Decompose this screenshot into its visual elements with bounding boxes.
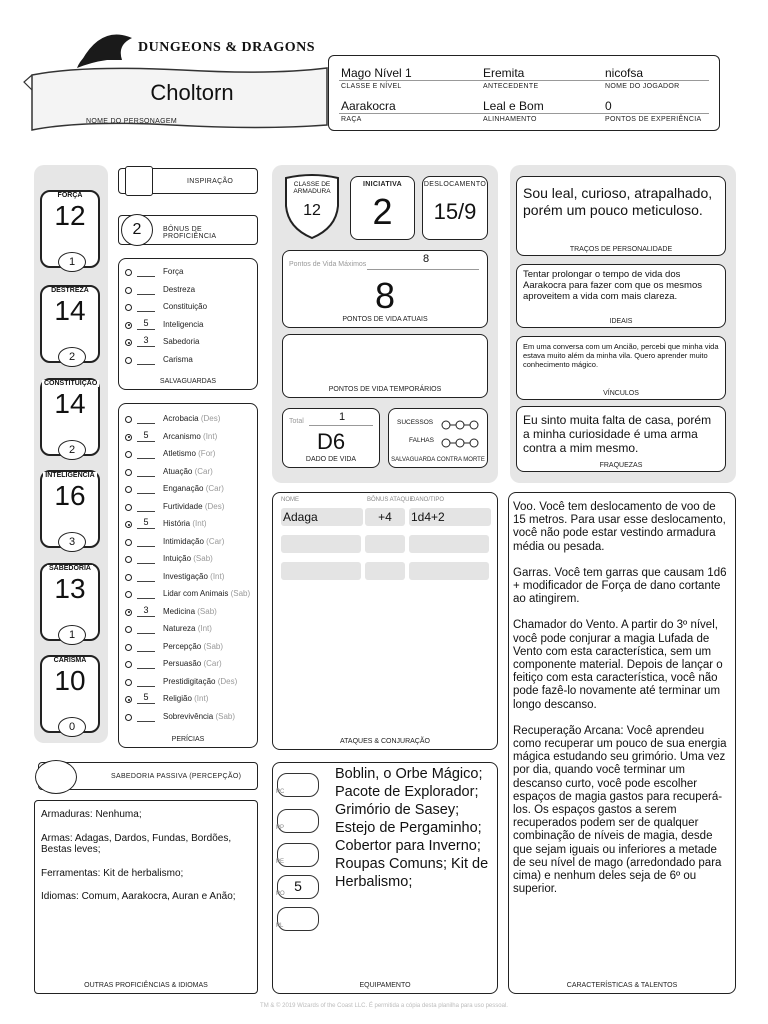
skill-row[interactable]: [119, 412, 257, 430]
saving-throw-name: Destreza: [163, 284, 196, 294]
passive-perception-box: [38, 762, 258, 790]
attack-name-cell[interactable]: Adaga: [281, 508, 363, 526]
skill-name: Arcanismo: [163, 431, 201, 441]
ability-score[interactable]: 13: [54, 573, 86, 604]
skill-label: [163, 694, 208, 703]
feature-paragraph: Chamador do Vento. A partir do 3º nível, você pode conjurar a magia Lufada de Vento com esta característica, sem um componente material. Depois de lançar o feitiço com esta característica, você não pode fazê-lo novamente até terminar um longo descanso.: [513, 619, 723, 711]
skill-attribute: (Car): [203, 659, 222, 668]
skill-row[interactable]: [119, 640, 257, 658]
death-saves-label: SALVAGUARDA CONTRA MORTE: [391, 457, 485, 463]
alignment-label: ALINHAMENTO: [483, 116, 537, 123]
flaws-text[interactable]: Eu sinto muita falta de casa, porém a minha curiosidade é uma arma contra a mim mesmo.: [523, 413, 712, 455]
skill-label: [163, 449, 215, 458]
skill-name: Natureza: [163, 624, 196, 633]
skill-value[interactable]: [137, 552, 155, 564]
skill-name: Prestidigitação: [163, 676, 216, 686]
copyright-footer: TM & © 2019 Wizards of the Coast LLC. É permitida a cópia desta planilha para uso pessoal.: [260, 1003, 508, 1009]
proficiency-radio[interactable]: [125, 574, 132, 581]
ability-score[interactable]: 16: [54, 480, 86, 511]
saving-throw-row[interactable]: [119, 300, 257, 318]
skill-value[interactable]: [137, 587, 155, 599]
skill-value[interactable]: 5: [137, 692, 155, 704]
coin-value: 5: [294, 878, 302, 894]
hp-current-value[interactable]: 8: [374, 275, 396, 316]
coin-label: PL: [276, 923, 284, 929]
ability-name: CONSTITUIÇÃO: [44, 380, 98, 387]
saving-throw-name: Constituição: [163, 302, 208, 311]
proficiency-radio[interactable]: [125, 644, 132, 651]
ability-score[interactable]: 14: [54, 388, 86, 419]
initiative-box: [350, 176, 415, 240]
ability-name: FORÇA: [57, 192, 83, 199]
proficiency-radio[interactable]: [125, 679, 132, 686]
skill-row[interactable]: [119, 552, 257, 570]
coin-label: PC: [276, 789, 285, 795]
hit-dice-total-label: Total: [289, 418, 304, 425]
skills-title: PERÍCIAS: [171, 736, 205, 743]
equipment-box: [272, 762, 498, 994]
skill-row[interactable]: [119, 587, 257, 605]
ability-name: CARISMA: [53, 657, 87, 664]
armor-class-label: CLASSE DE ARMADURA: [293, 181, 331, 195]
features-text[interactable]: [513, 501, 731, 896]
skill-value[interactable]: [137, 640, 155, 652]
ability-charisma: [40, 655, 100, 733]
attack-col-bonus: BÔNUS ATAQUE: [367, 497, 414, 503]
inspiration-label: INSPIRAÇÃO: [187, 178, 234, 185]
skill-name: Intimidação: [163, 536, 204, 546]
ability-score[interactable]: 10: [54, 665, 86, 696]
proficiency-radio[interactable]: [125, 714, 132, 721]
ability-name: INTELIGÊNCIA: [45, 472, 95, 479]
feature-paragraph: Voo. Você tem deslocamento de voo de 15 metros. Para usar esse deslocamento, você não pode estar vestindo armadura média ou pesada.: [513, 501, 726, 553]
saving-throw-label: [163, 302, 207, 311]
ability-wisdom: [40, 563, 100, 641]
skill-value[interactable]: [137, 710, 155, 722]
skill-label: [163, 572, 224, 581]
skill-label: [163, 519, 207, 528]
ability-modifier[interactable]: 2: [58, 347, 86, 367]
skill-label: [163, 607, 217, 616]
ability-score[interactable]: 12: [54, 200, 86, 231]
skill-name: Sobrevivência: [163, 711, 214, 721]
death-success-circles[interactable]: [441, 417, 481, 435]
skill-attribute: (Sab): [203, 641, 224, 651]
feature-paragraph: Garras. Você tem garras que causam 1d6 + modificador de Força de dano cortante ao atingirem.: [513, 566, 727, 606]
skill-row[interactable]: [119, 500, 257, 518]
proficiency-radio[interactable]: [125, 304, 132, 311]
proficiency-box: [118, 215, 258, 245]
skill-name: Percepção: [163, 641, 202, 651]
skill-label: [163, 467, 213, 476]
saving-throw-row[interactable]: [119, 283, 257, 301]
proficiency-radio[interactable]: [125, 339, 132, 346]
hp-max-value[interactable]: 8: [423, 253, 430, 265]
skill-attribute: (Car): [205, 484, 224, 493]
personality-label: TRAÇOS DE PERSONALIDADE: [569, 246, 673, 253]
coin-sp[interactable]: [277, 809, 319, 833]
ideals-label: IDEAIS: [609, 318, 633, 325]
saving-throw-value[interactable]: [137, 300, 155, 312]
ability-intelligence: [40, 470, 100, 548]
proficiency-radio[interactable]: [125, 626, 132, 633]
saving-throws-title: SALVAGUARDAS: [159, 378, 217, 385]
bonds-text[interactable]: Em uma conversa com um Ancião, percebi que minha vida estava muito além da minha vila. Quero aprender muito conhecimento mágico.: [523, 342, 719, 369]
saving-throw-value[interactable]: [137, 283, 155, 295]
character-name-label: NOME DO PERSONAGEM: [86, 118, 177, 125]
equipment-text[interactable]: Boblin, o Orbe Mágico; Pacote de Explorador; Grimório de Sasey; Estejo de Pergaminho; Cobertor para Inverno; Roupas Comuns; Kit de Herbalismo;: [335, 766, 489, 890]
hp-max-label: Pontos de Vida Máximos: [289, 261, 367, 268]
proficiency-radio[interactable]: [125, 469, 132, 476]
proficiency-radio[interactable]: [125, 556, 132, 563]
proficiency-line: Armaduras: Nenhuma;: [41, 809, 142, 820]
skill-row[interactable]: [119, 657, 257, 675]
proficiency-line: Ferramentas: Kit de herbalismo;: [41, 867, 184, 879]
attack-name-cell[interactable]: [281, 535, 361, 553]
hit-dice-label: DADO DE VIDA: [305, 456, 357, 463]
xp-value[interactable]: 0: [605, 99, 612, 113]
character-info-box: [328, 55, 720, 131]
skill-value[interactable]: 5: [137, 430, 155, 442]
divider: [339, 113, 709, 114]
saving-throw-label: [163, 285, 195, 294]
skill-label: [163, 414, 220, 423]
proficiency-line: Idiomas: Comum, Aarakocra, Auran e Anão;: [41, 891, 236, 902]
skill-name: Persuasão: [163, 659, 202, 668]
coin-gp[interactable]: [277, 875, 319, 899]
skill-name: Religião: [163, 694, 192, 703]
saving-throw-label: [163, 337, 199, 346]
saving-throw-row[interactable]: [119, 335, 257, 353]
saving-throw-label: [163, 355, 193, 364]
saving-throw-name: Sabedoria: [163, 337, 200, 346]
proficiency-line: Armas: Adagas, Dardos, Fundas, Bordões, Bestas leves;: [41, 832, 232, 855]
saving-throw-label: [163, 267, 183, 276]
alignment-value[interactable]: Leal e Bom: [483, 99, 544, 113]
skill-name: Furtividade: [163, 501, 203, 511]
hp-current-label: PONTOS DE VIDA ATUAIS: [342, 316, 428, 323]
skill-attribute: (Car): [206, 536, 225, 546]
ability-name: DESTREZA: [51, 287, 89, 294]
proficiency-bonus-value[interactable]: 2: [121, 214, 153, 246]
hit-dice-value[interactable]: D6: [316, 429, 346, 454]
skill-attribute: (Int): [194, 694, 209, 703]
attack-bonus-cell[interactable]: [365, 535, 405, 553]
skill-label: [163, 537, 224, 546]
skill-label: [163, 712, 235, 721]
skill-label: [163, 659, 222, 668]
speed-box: [422, 176, 488, 240]
attack-damage-cell[interactable]: [409, 535, 489, 553]
skill-row[interactable]: [119, 447, 257, 465]
hit-points-box: [282, 250, 488, 328]
skills-box: [118, 403, 258, 748]
saving-throw-name: Carisma: [163, 354, 193, 364]
flaws-label: FRAQUEZAS: [599, 462, 643, 469]
personality-text[interactable]: Sou leal, curioso, atrapalhado, porém um pouco meticuloso.: [523, 185, 713, 218]
speed-label: DESLOCAMENTO: [423, 181, 487, 188]
skill-label: [163, 677, 237, 686]
skill-attribute: (Int): [210, 571, 225, 581]
divider: [339, 80, 709, 81]
skill-value[interactable]: [137, 535, 155, 547]
skill-attribute: (Car): [194, 466, 213, 476]
ability-dexterity: [40, 285, 100, 363]
skill-attribute: (Des): [217, 676, 238, 686]
ability-modifier[interactable]: 1: [58, 252, 86, 272]
skill-value[interactable]: 5: [137, 517, 155, 529]
proficiency-radio[interactable]: [125, 539, 132, 546]
proficiency-bonus-label: BÔNUS DE PROFICIÊNCIA: [163, 226, 217, 240]
proficiency-radio[interactable]: [125, 322, 132, 329]
other-proficiencies-title: OUTRAS PROFICIÊNCIAS & IDIOMAS: [84, 982, 208, 989]
saving-throw-value[interactable]: [137, 353, 155, 365]
skill-row[interactable]: [119, 482, 257, 500]
skill-attribute: (Int): [192, 519, 207, 528]
proficiency-radio[interactable]: [125, 521, 132, 528]
ideals-text[interactable]: Tentar prolongar o tempo de vida dos Aarakocra para fazer com que os mesmos aproveitem a vida com mais clareza.: [523, 269, 702, 302]
player-name-label: NOME DO JOGADOR: [605, 83, 680, 90]
character-name[interactable]: Choltorn: [150, 80, 234, 105]
attack-damage-cell[interactable]: 1d4+2: [409, 508, 491, 526]
skill-row[interactable]: [119, 465, 257, 483]
skill-label: [163, 484, 224, 493]
skill-attribute: (Sab): [230, 589, 251, 598]
skill-attribute: (Int): [197, 624, 212, 633]
initiative-label: INICIATIVA: [363, 181, 402, 188]
proficiency-radio[interactable]: [125, 287, 132, 294]
other-proficiencies-text[interactable]: [41, 809, 251, 903]
ability-modifier[interactable]: 2: [58, 440, 86, 460]
features-box: [508, 492, 736, 994]
death-fail-circles[interactable]: [441, 435, 481, 453]
saving-throw-name: Inteligencia: [163, 319, 204, 329]
skill-row[interactable]: [119, 710, 257, 728]
skill-name: Enganação: [163, 484, 204, 493]
proficiency-radio[interactable]: [125, 451, 132, 458]
proficiency-radio[interactable]: [125, 661, 132, 668]
bonds-label: VÍNCULOS: [603, 390, 639, 397]
features-title: CARACTERÍSTICAS & TALENTOS: [566, 982, 678, 989]
skill-attribute: (Des): [200, 414, 221, 423]
player-name-value[interactable]: nicofsa: [605, 66, 644, 80]
skill-row[interactable]: [119, 430, 257, 448]
class-level-label: CLASSE E NÍVEL: [341, 83, 402, 90]
skill-attribute: (Int): [203, 431, 218, 441]
feature-paragraph: Recuperação Arcana: Você aprendeu como recuperar um pouco de sua energia mágica estudando seu grimório. Uma vez por dia, quando você terminar um descanso curto, você pode escolher espaços de magia gastos para recuperá-los. Os espaços gastos a serem recuperados podem ser de qualquer combinação de níveis de magia, desde que sejam iguais ou inferiores a metade de seu nível de mago (arredondado para cima) e nenhum deles seja de 6º ou superior.: [513, 724, 727, 896]
proficiency-radio[interactable]: [125, 357, 132, 364]
skill-value[interactable]: 3: [137, 605, 155, 617]
saving-throws-box: [118, 258, 258, 390]
attack-col-name: NOME: [281, 497, 299, 503]
hit-dice-total-line: [309, 425, 373, 426]
skill-row[interactable]: [119, 535, 257, 553]
coin-label: PO: [276, 891, 285, 897]
proficiency-radio[interactable]: [125, 504, 132, 511]
skill-attribute: (Des): [204, 501, 225, 511]
saving-throw-row[interactable]: [119, 353, 257, 371]
attacks-box: [272, 492, 498, 750]
race-value[interactable]: Aarakocra: [341, 99, 396, 113]
skill-row[interactable]: [119, 605, 257, 623]
skill-value[interactable]: [137, 500, 155, 512]
attack-damage-cell[interactable]: [409, 562, 489, 580]
skill-value[interactable]: [137, 465, 155, 477]
temp-hp-label: PONTOS DE VIDA TEMPORÁRIOS: [328, 386, 442, 393]
saving-throw-value[interactable]: 3: [137, 335, 155, 347]
skill-name: Medicina: [163, 606, 196, 616]
flaws-box: [516, 406, 726, 472]
proficiency-radio[interactable]: [125, 434, 132, 441]
skill-label: [163, 432, 217, 441]
skill-value[interactable]: [137, 447, 155, 459]
passive-perception-value[interactable]: [35, 760, 77, 794]
skill-name: Atletismo: [163, 449, 196, 458]
personality-box: [516, 176, 726, 256]
proficiency-radio[interactable]: [125, 696, 132, 703]
coin-label: PP: [276, 825, 285, 831]
skill-row[interactable]: [119, 675, 257, 693]
xp-label: PONTOS DE EXPERIÊNCIA: [605, 116, 702, 123]
bonds-box: [516, 336, 726, 400]
skill-name: Lidar com Animais: [163, 589, 229, 598]
other-proficiencies-box: [34, 800, 258, 994]
temp-hp-box: [282, 334, 488, 398]
coin-ep[interactable]: [277, 843, 319, 867]
death-success-label: SUCESSOS: [397, 419, 434, 426]
death-fail-label: FALHAS: [409, 437, 434, 444]
background-value[interactable]: Eremita: [483, 66, 525, 80]
saving-throw-row[interactable]: [119, 318, 257, 336]
armor-class-shield: [282, 172, 342, 240]
saving-throw-name: Força: [163, 267, 184, 276]
proficiency-radio[interactable]: [125, 486, 132, 493]
death-saves-box: [388, 408, 488, 468]
ability-modifier[interactable]: 1: [58, 625, 86, 645]
proficiency-radio[interactable]: [125, 416, 132, 423]
proficiency-radio[interactable]: [125, 591, 132, 598]
attack-bonus-cell[interactable]: [365, 562, 405, 580]
coin-pp[interactable]: [277, 907, 319, 931]
hit-dice-box: [282, 408, 380, 468]
ability-name: SABEDORIA: [48, 565, 91, 572]
initiative-value[interactable]: 2: [372, 191, 393, 232]
attacks-title: ATAQUES & CONJURAÇÃO: [340, 738, 430, 745]
background-label: ANTECEDENTE: [483, 83, 539, 90]
skill-attribute: (Sab): [193, 554, 213, 563]
skill-label: [163, 624, 212, 633]
skill-name: Acrobacia: [163, 414, 199, 423]
skill-name: Investigação: [163, 571, 208, 581]
class-level-value[interactable]: Mago Nível 1: [341, 66, 412, 80]
skill-value[interactable]: [137, 412, 155, 424]
saving-throw-value[interactable]: [137, 265, 155, 277]
dnd-logo: DUNGEONS & DRAGONS: [138, 40, 316, 55]
coin-cp[interactable]: [277, 773, 319, 797]
proficiency-radio[interactable]: [125, 269, 132, 276]
speed-value[interactable]: 15/9: [433, 199, 477, 224]
skill-row[interactable]: [119, 692, 257, 710]
skill-name: Intuição: [163, 554, 192, 563]
ability-constitution: [40, 378, 100, 456]
skill-value[interactable]: [137, 657, 155, 669]
skill-attribute: (Sab): [197, 606, 217, 616]
saving-throw-value[interactable]: 5: [137, 318, 155, 330]
equipment-title: EQUIPAMENTO: [359, 982, 411, 989]
attack-name-cell[interactable]: [281, 562, 361, 580]
ability-modifier[interactable]: 3: [58, 532, 86, 552]
skill-label: [163, 589, 250, 598]
skill-row[interactable]: [119, 517, 257, 535]
attack-bonus-cell[interactable]: +4: [365, 508, 405, 526]
ideals-box: [516, 264, 726, 328]
ability-modifier[interactable]: 0: [58, 717, 86, 737]
ability-score[interactable]: 14: [54, 295, 86, 326]
ability-strength: [40, 190, 100, 268]
skill-value[interactable]: [137, 570, 155, 582]
skill-row[interactable]: [119, 622, 257, 640]
skill-label: [163, 642, 223, 651]
skill-row[interactable]: [119, 570, 257, 588]
skill-name: Atuação: [163, 466, 193, 476]
skill-value[interactable]: [137, 675, 155, 687]
passive-perception-label: SABEDORIA PASSIVA (PERCEPÇÃO): [111, 773, 242, 780]
skill-attribute: (Sab): [215, 711, 236, 721]
skill-value[interactable]: [137, 482, 155, 494]
proficiency-radio[interactable]: [125, 609, 132, 616]
race-label: RAÇA: [341, 116, 362, 123]
armor-class-value[interactable]: 12: [303, 202, 321, 219]
skill-value[interactable]: [137, 622, 155, 634]
coin-label: PE: [276, 859, 285, 865]
skill-label: [163, 502, 224, 511]
inspiration-input[interactable]: [125, 166, 153, 196]
attack-col-damage: DANO/TIPO: [411, 497, 445, 503]
hit-dice-total-value[interactable]: 1: [339, 411, 346, 423]
skill-name: História: [163, 519, 191, 528]
skill-attribute: (For): [198, 449, 216, 458]
inspiration-box: [118, 168, 258, 194]
hp-max-line: [367, 269, 479, 270]
saving-throw-row[interactable]: [119, 265, 257, 283]
saving-throw-label: [163, 320, 203, 329]
skill-label: [163, 554, 213, 563]
